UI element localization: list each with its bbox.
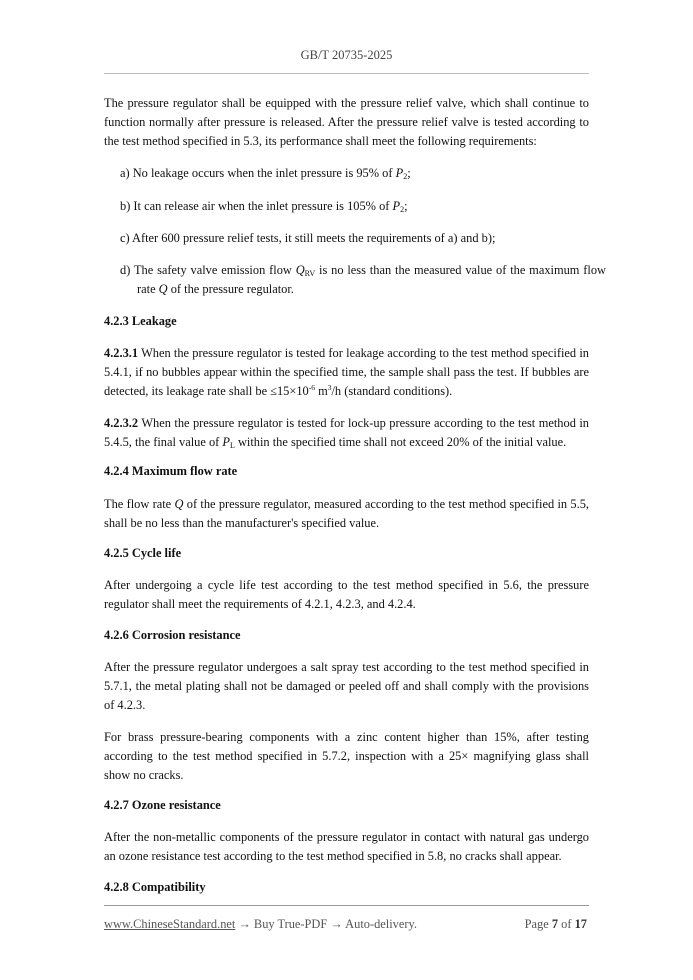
page-indicator: Page 7 of 17	[524, 917, 587, 931]
clause-4-2-3-2: 4.2.3.2 When the pressure regulator is tested for lock-up pressure according to the test method in 5.4.5, the final value of $P_L$ within the specified time shall not exceed 20% of the initial value.	[104, 416, 589, 450]
heading-4-2-6: 4.2.6 Corrosion resistance	[104, 628, 241, 642]
footer-rule	[104, 905, 589, 906]
heading-4-2-3: 4.2.3 Leakage	[104, 314, 177, 328]
paragraph-4-2-6-a: After the pressure regulator undergoes a salt spray test according to the test method specified in 5.7.1, the metal plating shall not be damaged or peeled off and shall comply with the provisions of 4.2.3.	[104, 660, 589, 712]
heading-4-2-4: 4.2.4 Maximum flow rate	[104, 464, 238, 478]
header-rule	[104, 73, 589, 74]
paragraph-4-2-6-b: For brass pressure-bearing components with a zinc content higher than 15%, after testing according to the test method specified in 5.7.2, inspection with a 25× magnifying glass shall show no cracks.	[104, 730, 589, 782]
document-header: GB/T 20735-2025	[300, 48, 393, 62]
heading-4-2-5: 4.2.5 Cycle life	[104, 546, 182, 560]
website-link[interactable]: www.ChineseStandard.net	[104, 917, 236, 931]
intro-paragraph: The pressure regulator shall be equipped with the pressure relief valve, which shall continue to function normally after pressure is released. After the pressure relief valve is tested according to the test method specified in 5.3, its performance shall meet the following requirements:	[104, 96, 589, 148]
heading-4-2-7: 4.2.7 Ozone resistance	[104, 798, 221, 812]
list-item-d: d) The safety valve emission flow $Q_{RV}$ is no less than the measured value of the maximum flow rate Q of the pressure regulator.	[120, 263, 607, 296]
heading-4-2-8: 4.2.8 Compatibility	[104, 880, 206, 894]
clause-4-2-3-1: 4.2.3.1 When the pressure regulator is tested for leakage according to the test method specified in 5.4.1, if no bubbles appear within the specified time, the sample shall pass the test. If bubbles are detected, its leakage rate shall be $\le 15\times 10^{-6}$ $m^3/h$ (standard conditions).	[104, 346, 589, 398]
footer-left	[104, 917, 417, 932]
list-item-a: a) No leakage occurs when the inlet pressure is 95% of $P_2$;	[120, 166, 411, 181]
footer-text: → Buy True-PDF → Auto-delivery.	[235, 917, 417, 931]
paragraph-4-2-5: After undergoing a cycle life test according to the test method specified in 5.6, the pressure regulator shall meet the requirements of 4.2.1, 4.2.3, and 4.2.4.	[104, 578, 589, 611]
list-item-c: c) After 600 pressure relief tests, it still meets the requirements of a) and b);	[120, 231, 496, 245]
paragraph-4-2-7: After the non-metallic components of the pressure regulator in contact with natural gas undergo an ozone resistance test according to the test method specified in 5.8, no cracks shall appear.	[104, 830, 589, 863]
paragraph-4-2-4: The flow rate Q of the pressure regulator, measured according to the test method specified in 5.5, shall be no less than the manufacturer's specified value.	[104, 497, 589, 530]
list-item-b: b) It can release air when the inlet pressure is 105% of $P_2$;	[120, 199, 408, 214]
